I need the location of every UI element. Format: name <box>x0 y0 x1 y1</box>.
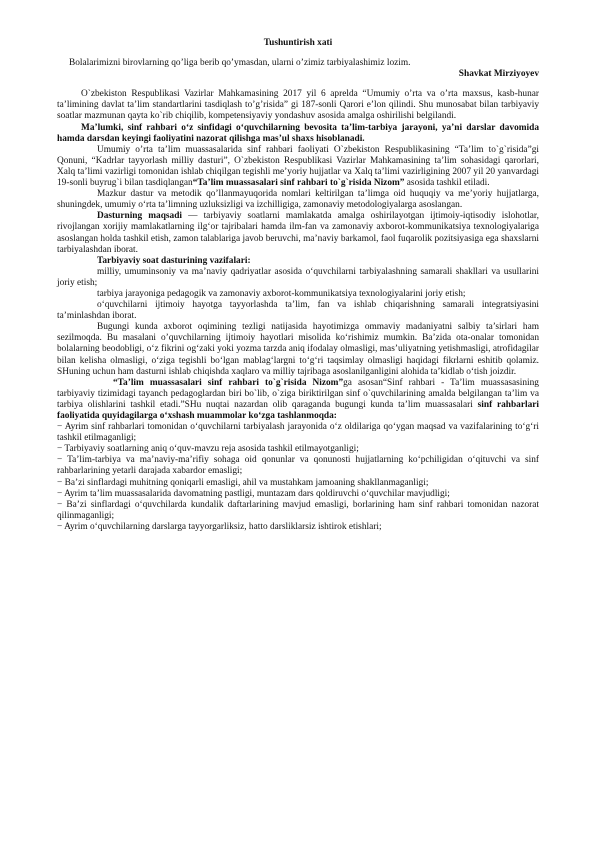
paragraph-goal <box>57 211 539 255</box>
paragraph-nizom <box>57 378 539 422</box>
paragraph-intro: O`zbekiston Respublikasi Vazirlar Mahkamasining 2017 yil 6 aprelda “Umumiy o’rta va o’rta maxsus, kasb-hunar ta’limining davlat ta’lim standartlarini tasdiqlash to’g’risida” gi 187-sonli Qarori e’lon qilindi. Shu munosabat bilan tarbiyaviy soatlar mazmunan qayta ko`rib chiqilib, kompetensiyaviy yondashuv asosida amalga oshirilishi belgilandi. <box>57 89 539 122</box>
issue-item: − Ayrim o‘quvchilarning darslarga tayyorgarliksiz, hatto darsliklarsiz ishtirok etishlari; <box>57 521 382 532</box>
task-item: o‘quvchilarni ijtimoiy hayotga tayyorlashda ta’lim, fan va ishlab chiqarishning samarali integratsiyasini ta’minlashdan iborat. <box>57 300 539 322</box>
problems-intro: sinf rahbarlari faoliyatida quyidagilarga o‘xshash muammolar ko‘zga tashlanmoqda: <box>57 399 539 421</box>
role-statement: Ma’lumki, sinf rahbari o‘z sinfidagi o‘quvchilarning bevosita ta’lim-tarbiya jarayoni, ya’ni darslar davomida hamda darsdan keyingi faoliyatini nazorat qilishga mas’ul shaxs hisoblanadi. <box>57 122 539 144</box>
legal-basis-text: Umumiy o’rta ta’lim muassasalarida sinf rahbari faoliyati O`zbekiston Respublikasining “Ta’lim to`g`risida”gi Qonuni, “Kadrlar tayyorlash milliy dasturi”, O`zbekiston Respublikasi Vazirlar Mahkamasining ta’lim sohasidagi qarorlari, Xalq ta’limi vazirligi tomonidan ishlab chiqilgan tegishli me’yoriy hujjatlar va Xalq ta’limi vazirligining 2007 yil 20 yanvardagi 19-sonli buyrug`i bilan tasdiqlangan <box>57 144 539 189</box>
goal-label: Dasturning maqsadi <box>97 211 183 222</box>
task-item: milliy, umuminsoniy va ma’naviy qadriyatlar asosida o‘quvchilarni tarbiyalashning samarali shakllari va usullarini joriy etish; <box>57 266 539 288</box>
paragraph-methodology: Mazkur dastur va metodik qo’llanmayuqorida nomlari keltirilgan ta’limga oid huquqiy va me’yoriy hujjatlarga, shuningdek, umumiy o‘rta ta’limning uzluksizligi va izchilligiga, zamonaviy metodologiyalarga asoslangan. <box>57 189 539 211</box>
legal-basis-end: asosida tashkil etiladi. <box>404 178 490 189</box>
tasks-heading-text: Tarbiyaviy soat dasturining vazifalari: <box>97 255 251 266</box>
issue-item: − Ba’zi sinflardagi muhitning qoniqarli emasligi, ahil va mustahkam jamoaning shakllanmaganligi; <box>57 477 429 488</box>
legal-basis-nizom: “Ta’lim muassasalari sinf rahbari to`g`risida Nizom” <box>192 178 405 189</box>
paragraph-legal-basis <box>57 145 539 189</box>
paragraph-role <box>57 123 539 145</box>
epigraph-quote: Bolalarimizni birovlarning qo’liga berib qo’ymasdan, ularni o’zimiz tarbiyalashimiz lozim. <box>69 58 411 69</box>
tasks-heading <box>57 256 539 267</box>
nizom-text: ga asosan“Sinf rahbari - Ta’lim muassasasining tarbiyaviy tizimidagi tayanch pedagoglardan biri bo`lib, o`ziga biriktirilgan sinf o`quvchilarining amalda belgilangan ta’lim va tarbiya olishlarini tashkil etadi.”SHu nuqtai nazardan olib qaraganda bugungi kunda ta’lim muassasalari <box>57 377 539 410</box>
issue-item: − Ayrim sinf rahbarlari tomonidan o‘quvchilarni tarbiyalash jarayonida o‘z oldilariga qo‘ygan maqsad va vazifalarining to‘g‘ri tashkil etilmaganligi; <box>57 422 539 444</box>
paragraph-context: Bugungi kunda axborot oqimining tezligi natijasida hayotimizga ommaviy madaniyatni salbiy ta’sirlari ham sezilmoqda. Bu masalani o’quvchilarning ijtimoiy hayotlari misolida ko‘rishimiz mumkin. Ba’zida ota-onalar tomonidan bolalarning beodobligi, o‘z fikrini og‘zaki yoki yozma tarzda aniq ifodalay olmasligi, mas’uliyatning yetishmasligi, atrofidagilar bilan kelisha olmasligi, o‘ziga tegishli bo‘lgan mablag‘largni to‘g‘ri taqsimlay olmasligi haqidagi fikrlarni eshitib qolamiz. SHuning uchun ham dasturni ishlab chiqishda xaqlaro va milliy tajribaga asoslanilganligini alohida ta’kidlab o‘tish joizdir. <box>57 322 539 377</box>
nizom-title: “Ta’lim muassasalari sinf rahbari to`g`risida Nizom” <box>113 377 344 388</box>
issue-item: − Ba’zi sinflardagi o‘quvchilarda kundalik daftarlarining mavjud emasligi, borlarining ham sinf rahbari tomonidan nazorat qilinmaganligi; <box>57 499 539 521</box>
epigraph-author: Shavkat Mirziyoyev <box>458 69 539 80</box>
task-item: tarbiya jarayoniga pedagogik va zamonaviy axborot-kommunikatsiya texnologiyalarini joriy etish; <box>97 288 466 299</box>
goal-text: — tarbiyaviy soatlarni mamlakatda amalga oshirilayotgan ijtimoiy-iqtisodiy islohotlar, rivojlangan xorijiy mamlakatlarning ilg‘or tajribalari hamda ilm-fan va zamonaviy axborot-kommunikatsiya texnologiyalariga asoslangan holda tashkil etish, zamon talablariga javob beruvchi, ma’naviy barkamol, faol fuqarolik pozitsiyasiga ega shaxslarni tarbiyalashdan iborat. <box>57 211 539 255</box>
issue-item: − Ta’lim-tarbiya va ma’naviy-ma’rifiy sohaga oid qonunlar va qonunosti hujjatlarning ko‘pchiligidan o‘qituvchi va sinf rahbarlarining yetarli darajada xabardor emasligi; <box>57 455 539 477</box>
page-title: Tushuntirish xati <box>263 38 333 48</box>
issue-item: − Tarbiyaviy soatlarning aniq o‘quv-mavzu reja asosida tashkil etilmayotganligi; <box>57 444 359 455</box>
issue-item: − Ayrim ta’lim muassasalarida davomatning pastligi, muntazam dars qoldiruvchi o‘quvchilar mavjudligi; <box>57 488 450 499</box>
